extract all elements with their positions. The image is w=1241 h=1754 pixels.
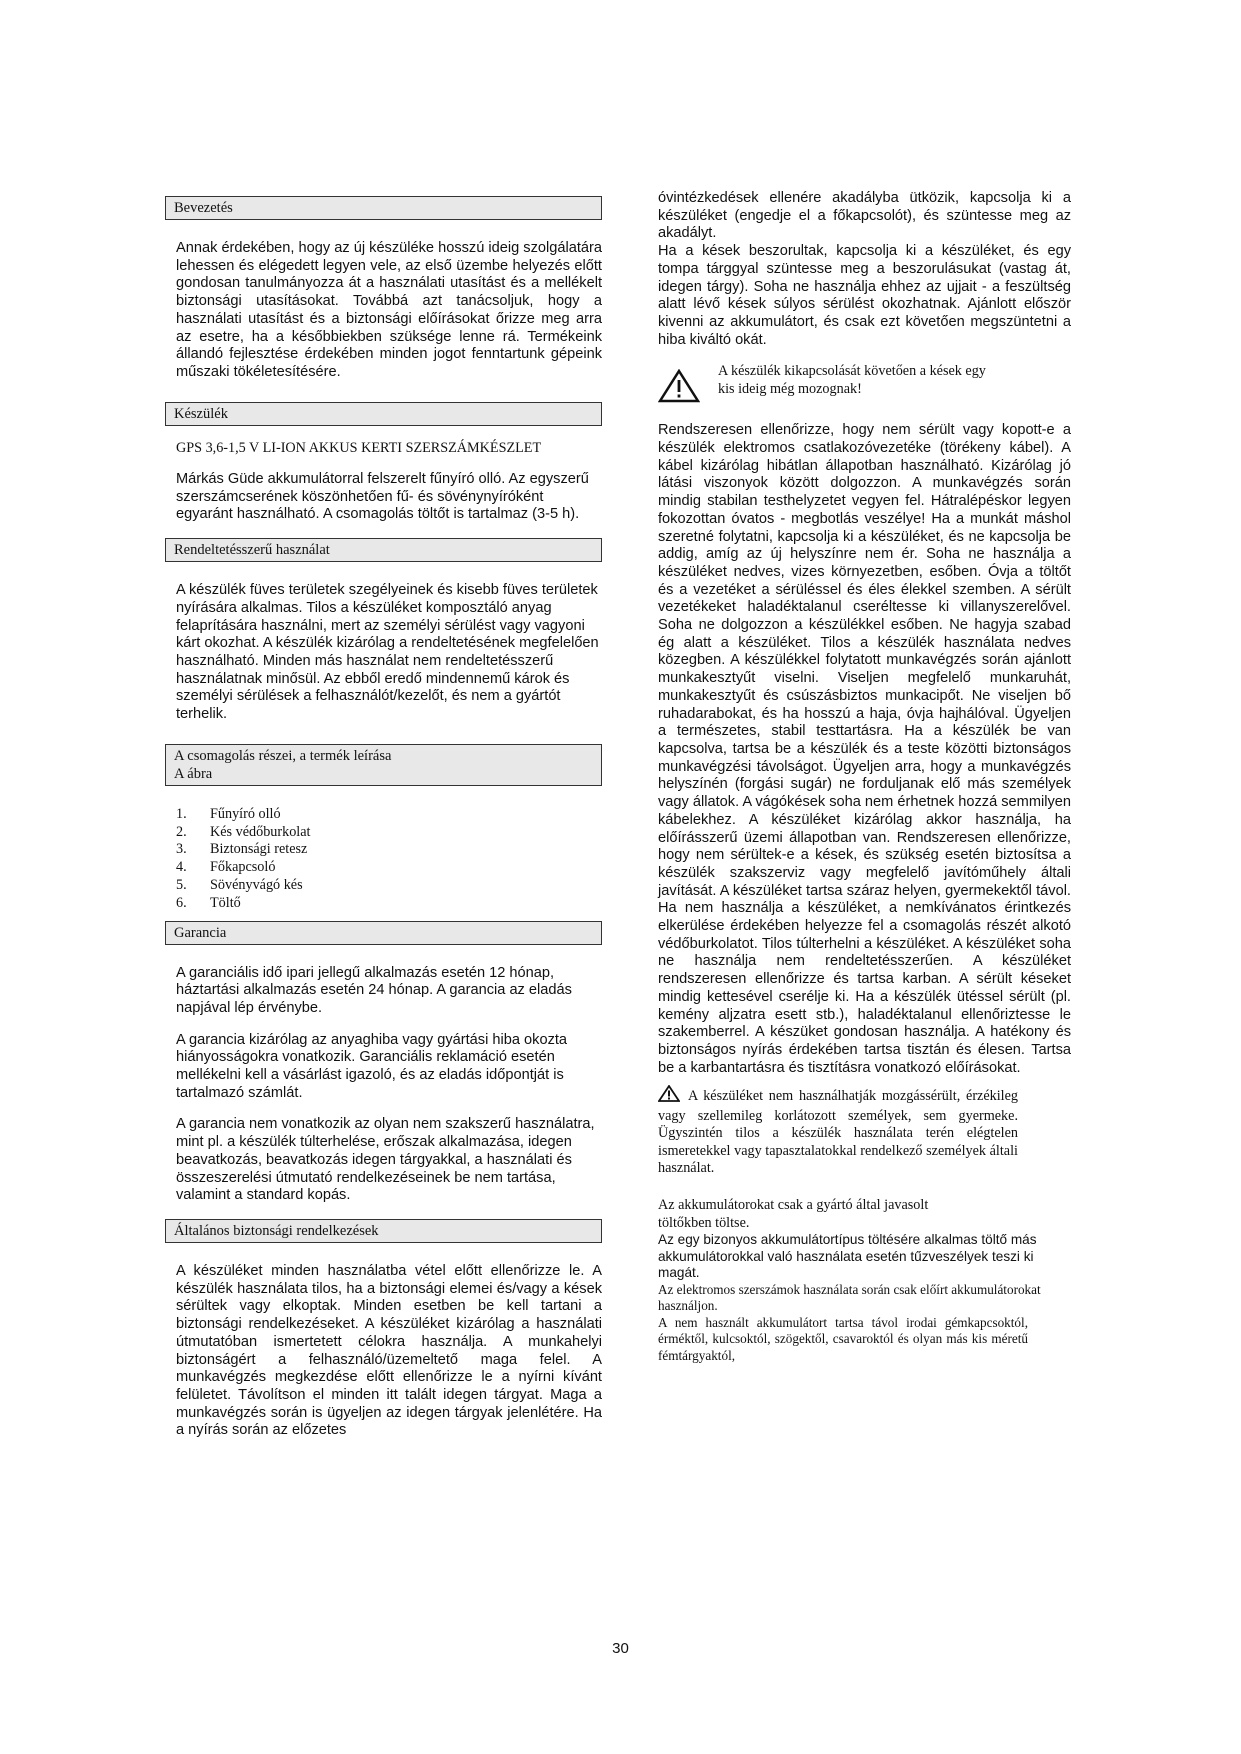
- warning-1-text: A készülék kikapcsolását követően a kések egy kis ideig még mozognak!: [718, 363, 986, 397]
- left-column: [176, 196, 602, 1440]
- parts-heading-line1: A csomagolás részei, a termék leírása: [174, 747, 392, 764]
- safety-text: A készüléket minden használatba vétel előtt ellenőrizze le. A készülék használata tilos, ha a biztonsági elemei és/vagy a kések sérültek vagy elkoptak. Minden esetben be kell tartani a biztonsági rendelkezéseket. A készüléket kizárólag a használati útmutatóban ismertetett célokra használja. A munkahelyi biztonságért a felhasználó/üzemeltető maga felel. A munkavégzés megkezdése előtt ellenőrizze le a nyírni kívánt felületet. Távolítson el minden itt talált idegen tárgyat. Maga a munkavégzés során is ügyeljen az idegen tárgyak jelenlétére. Ha a nyírás során az előzetes: [176, 1262, 602, 1439]
- list-item: 4. Főkapcsoló: [176, 859, 276, 876]
- list-item: 1. Fűnyíró olló: [176, 805, 281, 822]
- right-p2: Ha a kések beszorultak, kapcsolja ki a készüléket, és egy tompa tárggyal szüntesse meg a beszorulásukat (vastag át, idegen tárgy). Soha ne használja ehhez az ujjait - a feszültség alatt lévő kések súlyos sérülést okozhatnak. Ajánlott először kivenni az akkumulátort, és csak ezt követően megszüntetni a hiba kiváltó okát.: [658, 243, 1071, 348]
- warranty-p2: A garancia kizárólag az anyaghiba vagy gyártási hiba okozta hiányosságokra vonatkozik. Garanciális reklamáció esetén mellékelni kell a vásárlást igazoló, és az eladás időpontját is tartalmazó számlát.: [176, 1031, 568, 1101]
- list-item: 2. Kés védőburkolat: [176, 823, 311, 840]
- list-item: 3. Biztonsági retesz: [176, 841, 308, 858]
- right-p5: Az egy bizonyos akkumulátortípus töltésére alkalmas töltő más akkumulátorokkal való használata esetén tűzveszélyek teszi ki magát.: [658, 1232, 1037, 1281]
- section-heading-intended-use: Rendeltetésszerű használat: [165, 538, 602, 562]
- warranty-p3: A garancia nem vonatkozik az olyan nem szakszerű használatra, mint pl. a készülék túlterhelése, erőszak alkalmazása, idegen beavatkozás, beavatkozás idegen tárgyakkal, a használati és összeszerelési útmutató rendelkezéseinek be nem tartása, valamint a standard kopás.: [176, 1116, 595, 1204]
- intended-use-text: A készülék füves területek szegélyeinek és kisebb füves területek nyírására alkalmas. Tilos a készüléket komposztáló anyag felaprítására használni, mert az személyi sérülést vagy vagyoni kárt okozhat. A készülék kizárólag a rendeltetésének megfelelően használható. Minden más használat nem rendeltetésszerű használatnak minősül. Az ebből eredő mindennemű károk és személyi sérülések a felhasználót/kezelőt, és nem a gyártót terhelik.: [176, 582, 599, 723]
- warning-triangle-icon: [658, 369, 700, 408]
- intro-text: Annak érdekében, hogy az új készüléke hosszú ideig szolgálatára lehessen és elégedett legyen vele, az első üzembe helyezés előtt gondosan tanulmányozza át a használati utasítást és a mellékelt biztonsági utasításokat. Továbbá azt tanácsoljuk, hogy a használati utasítást és a biztonsági előírásokat őrizze meg arra az esetre, ha a későbbiekben szüksége lenne rá. Termékeink állandó fejlesztése érdekében minden jogot fenntartunk gépeink műszaki tökéletesítésére.: [176, 240, 602, 380]
- warning-2-text: A készüléket nem használhatják mozgássérült, érzékileg vagy szellemileg korlátozott személyek, sem gyermeke. Ügyszintén tilos a készülék használata terén elégtelen ismeretekkel vagy tapasztalatokkal rendelkező személyek általi használat.: [658, 1085, 1018, 1177]
- page-number: 30: [612, 1640, 629, 1657]
- section-heading-device: Készülék: [165, 402, 602, 426]
- right-p7: A nem használt akkumulátort tartsa távol irodai gémkapcsoktól, érméktől, kulcsoktól, szögektől, csavaroktól és olyan más kis méretű fémtárgyaktól,: [658, 1314, 1028, 1363]
- section-heading-warranty: Garancia: [165, 921, 602, 945]
- parts-heading-line2: A ábra: [174, 765, 213, 782]
- list-item: 6. Töltő: [176, 894, 241, 911]
- right-p3: Rendszeresen ellenőrizze, hogy nem sérült vagy kopott-e a készülék elektromos csatlakozóvezetéke (törékeny kábel). A kábel kizárólag hibátlan állapotban használható. Kizárólag jó látási viszonyok között dolgozzon. A munkavégzés során mindig stabilan testhelyzetet vegyen fel. Hátralépéskor legyen fokozottan óvatos - megbotlás veszélye! Ha a munkát máshol szeretné folytatni, kapcsolja ki a készüléket, és ne kapcsolja be addig, amíg az új helyszínre nem ér. Soha ne használja a készüléket nedves, vizes környezetben, esőben. Óvja a töltőt és a vezetéket a sérüléssel és éles élekkel szemben. A sérült vezetékeket haladéktalanul cseréltesse ki villanyszerelővel. Soha ne dolgozzon a készülékkel esőben. Ne hagyja szabad ég alatt a készüléket. Tilos a készülék használata nedves közegben. A készülékkel folytatott munkavégzés során ajánlott munkakesztyűt viselni. Viseljen megfelelő munkaruhát, munkakesztyűt és csúszásbiztos munkacipőt. Ne viseljen bő ruhadarabokat, és ha hosszú a haja, óvja hajhálóval. Ügyeljen a természetes, stabil testtartásra. Ha a készülék be van kapcsolva, tartsa be a készülék és a teste közötti biztonságos munkavégzési távolságot. Ügyeljen arra, hogy a munkavégzés helyszínén (forgási sugár) ne forduljanak elő más személyek vagy állatok. A vágókések soha nem érhetnek hozzá semmilyen kábelekhez. A készüléket kizárólag akkor használja, ha előírásszerű üzemi állapotban van. Rendszeresen ellenőrizze, hogy nem sérültek-e a kések, és szükség esetén biztosítsa a készülék szakszerviz vagy megfelelő javítóműhely általi javítását. A készüléket tartsa száraz helyen, gyermekektől távol. Ha nem használja a készüléket, a nemkívánatos érintkezés elkerülése érdekében helyezze fel a csomagolás részét alkotó védőburkolatot. Tilos túlterhelni a készüléket. A készüléket soha ne használja nem rendeltetésszerűen. A készüléket rendszeresen ellenőrizze és tartsa karban. A sérült késeket mindig kettesével cserélje ki. Ha a készülék ütéssel sérült (pl. kemény aljzatra esett stb.), haladéktalanul ellenőriztesse le szakemberrel. A készüket gondosan használja. A hatékony és biztonságos nyírás érdekében tartsa tisztán és élesen. Tartsa be a karbantartásra és tisztításra vonatkozó előírásokat.: [658, 422, 1071, 1076]
- right-column: [658, 190, 1071, 1364]
- section-heading-parts: [165, 744, 602, 786]
- device-model: GPS 3,6-1,5 V LI-ION AKKUS KERTI SZERSZÁMKÉSZLET: [176, 439, 542, 456]
- parts-list: [176, 806, 602, 913]
- list-item: 5. Sövényvágó kés: [176, 876, 303, 893]
- right-p1: óvintézkedések ellenére akadályba ütközik, kapcsolja ki a készüléket (engedje el a főkapcsolót), és szüntesse meg az akadályt.: [658, 190, 1071, 242]
- warning-triangle-icon: [658, 1085, 680, 1107]
- section-heading-intro: Bevezetés: [165, 196, 602, 220]
- right-p4: Az akkumulátorokat csak a gyártó által javasolt töltőkben töltse.: [658, 1197, 929, 1231]
- warranty-p1: A garanciális idő ipari jellegű alkalmazás esetén 12 hónap, háztartási alkalmazás esetén 24 hónap. A garancia az eladás napjával lép érvénybe.: [176, 964, 572, 1016]
- device-text: Márkás Güde akkumulátorral felszerelt fűnyíró olló. Az egyszerű szerszámcserének köszönhetően fű- és sövénynyíróként egyaránt használható. A csomagolás töltőt is tartalmaz (3-5 h).: [176, 471, 589, 523]
- right-p6: Az elektromos szerszámok használata során csak előírt akkumulátorokat használjon.: [658, 1281, 1041, 1314]
- warning-box-1: [658, 363, 1071, 408]
- section-heading-safety: Általános biztonsági rendelkezések: [165, 1219, 602, 1243]
